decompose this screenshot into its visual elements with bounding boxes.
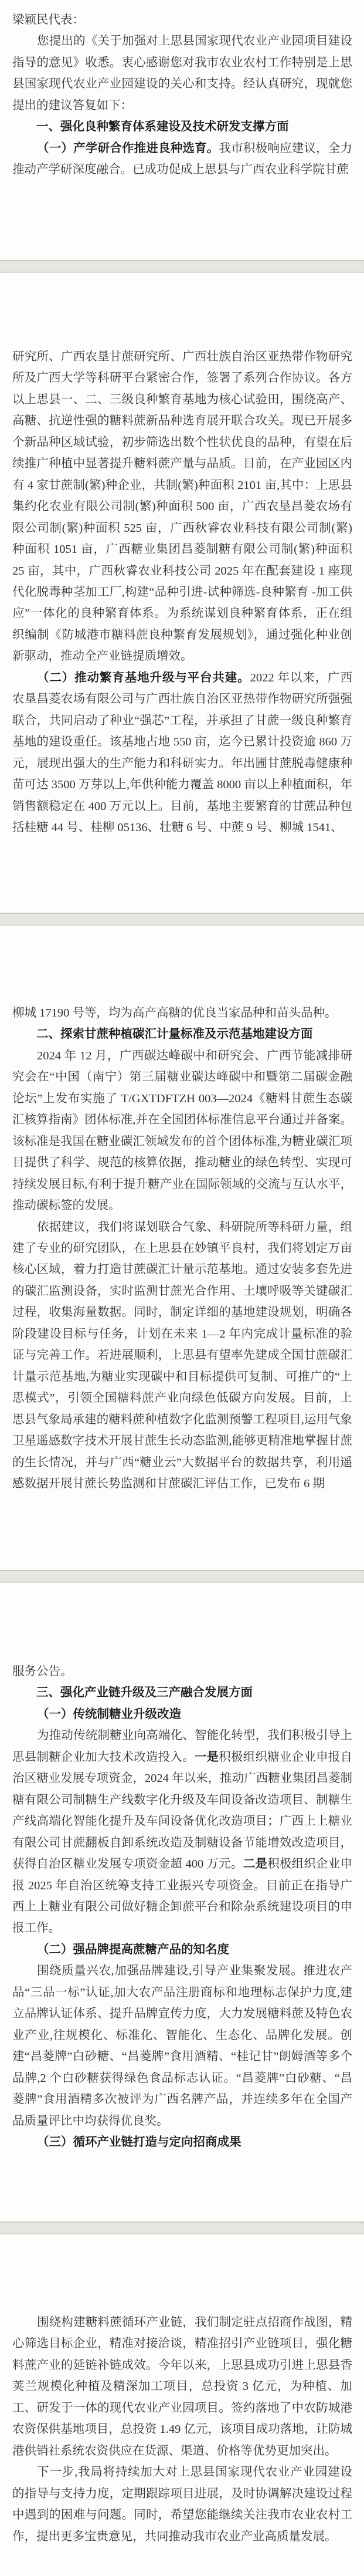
emphasis-second: 二是: [243, 1858, 268, 1871]
paragraph: [12, 1725, 352, 1939]
paragraph-text: 2022 年以来，广西农垦昌菱农场有限公司与广西壮族自治区亚热带作物研究所强强联合，共同启动了种业“强芯”工程，并承担了甘蔗一级良种繁育基地的建设重任。该基地占地 550 亩，迄今已累计投资逾 860 万元，展现出强大的生产能力和科研实力。年出圃甘蔗脱毒健康种苗可达 3500 万芽以上,年供种能力覆盖 8000 亩以上种植面积，年销售额稳定在 400 万元以上。目前，基地主要繁育的甘蔗品种包括桂糖 44 号、桂柳 05136、壮糖 6 号、中蔗 9 号、柳城 1541、: [12, 671, 353, 834]
paragraph-text: 我市积极响应建议，全力推动产学研深度融合。已成功促成上思县与广西农业科学院甘蔗: [12, 141, 353, 177]
paragraph: 围绕构建糖料蔗循环产业链，我们制定驻点招商作战图，精心筛选目标企业，精准对接洽谈，精准招引产业链项目，强化糖料蔗产业的延链补链成效。今年以来，上思县成功引进上思县香荚兰规模化种植及精深加工项目，总投资 3 亿元，为种植、加工、研发于一体的现代农业产业园项目。签约落地了中农防城港农资保供基地项目，总投资 1.49 亿元，该项目成功落地，让防城港供销社系统农资供应在货源、渠道、价格等优势更加突出。: [12, 2316, 352, 2457]
page-3: [0, 926, 364, 1570]
page-2: [0, 273, 364, 913]
sub-heading-2: （二）强品牌提高蔗糖产品的知名度: [37, 1943, 230, 1956]
paragraph: 围绕质量兴农,加强品牌建设,引导产业集聚发展。推进农产品“三品一标”认证,加大农产品注册商标和地理标志保护力度,建立品牌认证体系、提升品牌宣传力度，大力发展糖料蔗及特色农业产业,往规模化、标准化、智能化、生态化、品牌化发展。创建“昌菱牌”白砂糖、“昌菱牌”食用酒精、“桂记甘”朗姆酒等多个品牌,2 个白砂糖获得绿色食品标志认证。“昌菱牌”白砂糖、“昌菱牌”食用酒精多次被评为广西名牌产品，并连续多年在全国产品质量评比中均获得优良奖。: [12, 1964, 352, 2128]
emphasis-first: 一是: [194, 1750, 219, 1764]
subitem-lead: （一）产学研合作推进良种选育。: [37, 141, 219, 155]
subitem-lead: （二）推动繁育基地升级与平台共建。: [37, 671, 250, 684]
paragraph: 您提出的《关于加强对上思县国家现代农业产业园项目建设指导的意见》收悉。衷心感谢您对我市农业农村工作特别是上思县国家现代农业产业园建设的关心和支持。经认真研究，现就您提出的建议答复如下：: [12, 35, 352, 112]
paragraph: 研究所、广西农垦甘蔗研究所、广西壮族自治区亚热带作物研究所及广西大学等科研平台紧密合作，签署了系列合作协议。各方以上思县一、二、三级良种繁育基地为核心试验田，围绕高产、高糖、抗逆性强的糖料蔗新品种选育展开联合攻关。现已开展多个新品种区域试验，初步筛选出数个性状优良的品种，有望在后续推广种植中显著提升糖料蔗产量与品质。目前，在产业园区内有 4 家甘蔗制(繁)种企业，共制(繁)种面积 2101 亩,其中：上思县集约化农业有限公司制(繁)种面积 500 亩，广西农垦昌菱农场有限公司制(繁)种面积 525 亩，广西秋睿农业科技有限公司制(繁)种面积 1051 亩，广西糖业集团昌菱制糖有限公司制(繁)种面积 25 亩，其中，广西秋睿农业科技公司 2025 年在配套建设 1 座现代化脱毒种茎加工厂,构建“品种引进-试种筛选-良种繁育 -加工供应”一体化的良种繁育体系。为系统谋划良种繁育体系，正在组织编制《防城港市糖料蔗良种繁育发展规划》，通过强化种业创新驱动，推动全产业链提质增效。: [12, 350, 352, 663]
page-gap-2: [0, 913, 364, 926]
paragraph: 服务公告。: [12, 1665, 73, 1678]
paragraph-text: 积极组织糖业企业申报自治区糖业发展专项资金，2024 年以来，推动广西糖业集团昌菱制糖有限公司制糖生产线数字化升级及车间设备改造项目、制糖生产线高端化智能化提升及车间设备优化改造项目；广西上上糖业有限公司甘蔗翻板自卸系统改造及制糖设备节能增效改造项目，获得自治区糖业发展专项资金超 400 万元。: [12, 1750, 353, 1871]
paragraph: [12, 138, 352, 181]
section-heading-3: 三、强化产业链升级及三产融合发展方面: [36, 1686, 253, 1700]
page-gap-3: [0, 1570, 364, 1583]
salutation: 梁颖民代表：: [12, 13, 84, 26]
paragraph-text: 积极组织企业申报 2025 年自治区统筹支持工业振兴专项资金。目前正在指导广西上上糖业有限公司做好糖企卸蔗平台和除杂系统建设项目的申报工作。: [12, 1858, 353, 1935]
paragraph: 柳城 17190 号等，均为高产高糖的优良当家品种和苗头品种。: [12, 1007, 337, 1019]
paragraph-text: 为推动传统制糖业向高端化、智能化转型，我们积极引导上思县制糖企业加大技术改造投入。: [12, 1729, 352, 1764]
page-1: [0, 0, 364, 260]
section-heading-1: 一、强化良种繁育体系建设及技术研发支撑方面: [36, 120, 289, 134]
page-gap-1: [0, 260, 364, 273]
paragraph: 下一步,我局将持续加大对上思县国家现代农业产业园建设的指导与支持力度，定期跟踪项目进展，及时协调解决建设过程中遇到的困难与问题。同时，希望您能继续关注我市农业农村工作，提出更多宝贵意见，共同推动我市农业产业高质量发展。: [12, 2466, 352, 2543]
page-4: [0, 1583, 364, 2221]
page-5: [0, 2234, 364, 2576]
paragraph: 依据建议，我们将谋划联合气象、科研院所等科研力量，组建了专业的研究团队，在上思县在妙镇平良村，我们将划定万亩核心区域，着力打造甘蔗碳汇计量示范基地。通过安装多套先进的碳汇监测设备，实时监测甘蔗光合作用、土壤呼吸等关键碳汇过程，收集海量数据。同时，制定详细的基地建设规划，明确各阶段建设目标与任务，计划在未来 1—2 年内完成计量标准的验证与完善工作。若进展顺利，上思县有望率先建成全国甘蔗碳汇计量示范基地,为糖业实现碳中和目标提供可复制、可推广的“上思模式”，引领全国糖料蔗产业向绿色低碳方向发展。目前，上思县气象局承建的糖料蔗种植数字化监测预警工程项目,运用气象卫星遥感数字技术开展甘蔗生长动态监测,能够更精准地掌握甘蔗的生长情况，并与广西“糖业云”大数据平台的数据共享，利用遥感数据开展甘蔗长势监测和甘蔗碳汇评估工作，已发布 6 期: [12, 1220, 352, 1490]
sub-heading-1: （一）传统制糖业升级改造: [37, 1707, 182, 1721]
page-gap-4: [0, 2221, 364, 2234]
paragraph: 2024 年 12 月，广西碳达峰碳中和研究会、广西节能减排研究会在“中国（南宁）第三届糖业碳达峰碳中和暨第二届碳金融论坛”上发布实施了 T/GXTDFTZH 003—2024《糖料甘蔗生态碳汇核算指南》团体标准,并在全国团体标准信息平台通过并备案。该标准是我国在糖业碳汇领域发布的首个团体标准,为糖业碳汇项目提供了科学、规范的核算依据，推动糖业的绿色转型、实现可持续发展目标,有利于提升糖产业在国际领域的交流与互认水平，推动碳标签的发展。: [12, 1049, 352, 1213]
section-heading-2: 二、探索甘蔗种植碳汇计量标准及示范基地建设方面: [36, 1027, 313, 1041]
paragraph: [12, 667, 352, 839]
sub-heading-3: （三）循环产业链打造与定向招商成果: [37, 2135, 241, 2149]
